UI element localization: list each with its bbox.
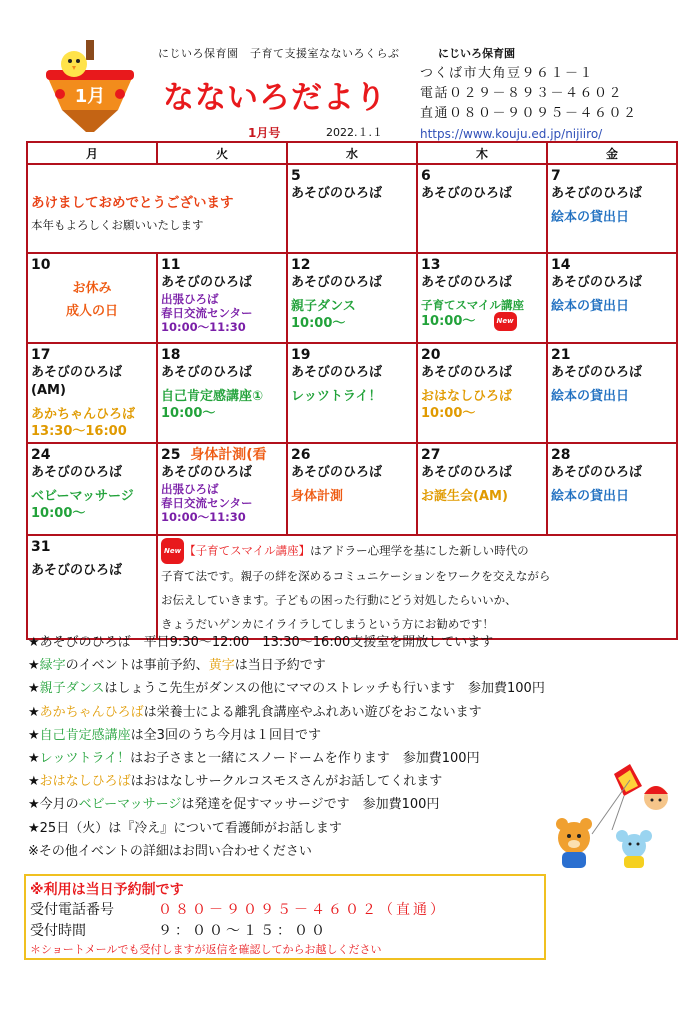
day-number: 19 [291, 347, 311, 363]
weekday-thu: 木 [417, 142, 547, 164]
day-number-row [161, 446, 283, 464]
calendar-day-7 [547, 164, 677, 253]
weekday-tue: 火 [157, 142, 287, 164]
notes-list [28, 631, 545, 863]
event-time: 10:00～ [421, 314, 476, 329]
day-label: あそびのひろば [161, 365, 253, 380]
calendar-day-12 [287, 253, 417, 343]
event-time-row [421, 312, 543, 331]
day-label: あそびのひろば [291, 365, 383, 380]
book-lending-event: 絵本の貸出日 [551, 489, 630, 504]
calendar-day-17 [27, 343, 157, 443]
event-title: 自己肯定感講座① [161, 389, 264, 404]
day-number: 5 [291, 168, 301, 184]
calendar-day-26 [287, 443, 417, 535]
star-mark: ★ [28, 774, 40, 790]
note-item: ★あそびのひろば 平日9:30～12:00 13:30～16:00支援室を開放しています [28, 635, 494, 650]
day-number: 20 [421, 347, 441, 363]
weekday-wed: 水 [287, 142, 417, 164]
note-line-1 [161, 538, 673, 564]
calendar-week-3 [27, 343, 677, 443]
event-title: あかちゃんひろば [31, 407, 136, 422]
day-number: 31 [31, 539, 51, 555]
day-number: 7 [551, 168, 561, 184]
note-line-3: お伝えしていきます。子どもの困った行動にどう対処したらいいか、 [161, 593, 517, 607]
day-label: あそびのひろば [31, 465, 123, 480]
note-highlight: あかちゃんひろば [39, 704, 144, 720]
green-text-label: 緑字 [39, 658, 66, 674]
day-number: 10 [31, 257, 51, 273]
reservation-time-row [30, 921, 540, 942]
day-number: 17 [31, 347, 51, 363]
calendar-day-20 [417, 343, 547, 443]
spinning-top-logo [44, 40, 136, 136]
day-number: 12 [291, 257, 311, 273]
calendar-week-1 [27, 164, 677, 253]
calendar-day-14 [547, 253, 677, 343]
calendar-day-24 [27, 443, 157, 535]
note-text: はお子さまと一緒にスノードームを作ります 参加費100円 [130, 751, 480, 767]
note-text: はアドラー心理学を基にした新しい時代の [310, 543, 529, 558]
weekday-mon: 月 [27, 142, 157, 164]
calendar-day-21 [547, 343, 677, 443]
note-item: ※その他イベントの詳細はお問い合わせください [28, 843, 312, 859]
reservation-box [24, 874, 546, 960]
calendar-day-25 [157, 443, 287, 535]
note-highlight: 自己肯定感講座 [39, 727, 131, 743]
day-number: 11 [161, 257, 181, 273]
event-time: 10:00～ [291, 316, 346, 331]
day-label: あそびのひろば [31, 563, 123, 578]
day-number: 18 [161, 347, 181, 363]
day-label: あそびのひろば [551, 186, 643, 201]
org-line: にじいろ保育園 子育て支援室なないろくらぶ [158, 47, 400, 60]
note-item [28, 677, 545, 700]
calendar-week-4 [27, 443, 677, 535]
outreach-event-venue: 春日交流センター [161, 496, 253, 510]
note-highlight: 【子育てスマイル講座】 [184, 543, 311, 558]
contact-url-link[interactable]: https://www.kouju.ed.jp/nijiiro/ [420, 127, 603, 141]
event-time: 10:00～ [161, 406, 216, 421]
event-time: 13:30～16:00 [31, 424, 127, 439]
day-label: あそびのひろば(AM) [31, 365, 123, 398]
calendar-day-28 [547, 443, 677, 535]
day-number: 13 [421, 257, 441, 273]
star-mark: ★ [28, 751, 40, 767]
issue-label: 1月号 [248, 126, 281, 140]
day-label: あそびのひろば [291, 275, 383, 290]
top-rim-shape [46, 70, 134, 80]
day-label: あそびのひろば [161, 275, 253, 290]
note-text: ★今月の [28, 797, 79, 813]
day-label: あそびのひろば [291, 186, 383, 201]
weekday-fri: 金 [547, 142, 677, 164]
calendar-day-31 [27, 535, 157, 639]
note-item [28, 701, 545, 724]
event-title: 親子ダンス [291, 299, 356, 314]
book-lending-event: 絵本の貸出日 [551, 299, 630, 314]
day-label: あそびのひろば [421, 465, 513, 480]
event-title: 子育てスマイル講座 [421, 298, 525, 312]
calendar-day-13 [417, 253, 547, 343]
reservation-note: ＊ショートメールでも受付しますが返信を確認してからお越しください [30, 943, 382, 956]
contact-tel: 電話０２９－８９３－４６０２ [420, 86, 624, 101]
note-item [28, 747, 545, 770]
contact-address: つくば市大角豆９６１－１ [420, 66, 595, 81]
page-title: なないろだより [163, 80, 387, 116]
yellow-text-label: 黄字 [208, 658, 235, 674]
note-text: は全3回のうち今月は１回目です [130, 727, 321, 743]
note-highlight: ベビーマッサージ [78, 797, 182, 813]
note-text: のイベントは事前予約、 [65, 658, 209, 674]
chick-icon [61, 51, 87, 77]
outreach-event-title: 出張ひろば [161, 482, 219, 496]
note-item [28, 793, 545, 816]
day-number: 26 [291, 447, 311, 463]
note-item [28, 724, 545, 747]
calendar-day-19 [287, 343, 417, 443]
day-label: あそびのひろば [551, 465, 643, 480]
plum-flower-icon [55, 89, 65, 99]
note-text: は当日予約です [234, 658, 326, 674]
new-year-greeting-cell [27, 164, 287, 253]
reception-time: ９：００～１５：００ [158, 923, 328, 939]
calendar-day-27 [417, 443, 547, 535]
note-line-2: 子育て法です。親子の絆を深めるコミュニケーションをワークを交えながら [161, 569, 551, 583]
day-number: 27 [421, 447, 441, 463]
event-title: お誕生会(AM) [421, 489, 508, 504]
day-label: あそびのひろば [161, 465, 253, 480]
outreach-event-time: 10:00～11:30 [161, 510, 246, 524]
outreach-event-venue: 春日交流センター [161, 306, 253, 320]
top-handle-shape [86, 40, 94, 60]
event-time: 10:00～ [421, 406, 476, 421]
new-badge-icon: New [161, 538, 184, 564]
day-number: 28 [551, 447, 571, 463]
phone-number: ０８０－９０９５－４６０２（直通） [158, 902, 447, 918]
day-label: あそびのひろば [551, 365, 643, 380]
star-mark: ★ [28, 704, 40, 720]
calendar-week-5 [27, 535, 677, 639]
event-title: 身体計測 [291, 489, 344, 504]
calendar-day-11 [157, 253, 287, 343]
event-title: おはなしひろば [421, 389, 513, 404]
plum-flower-icon [115, 89, 125, 99]
day-label: あそびのひろば [421, 275, 513, 290]
note-text: は発達を促すマッサージです 参加費100円 [181, 797, 440, 813]
contact-direct: 直通０８０－９０９５－４６０２ [420, 106, 638, 121]
note-item [28, 654, 545, 677]
issue-date: 2022.１.１ [326, 126, 383, 139]
new-year-greeting: あけましておめでとうございます [31, 195, 234, 211]
outreach-event-title: 出張ひろば [161, 292, 219, 306]
smile-course-note [157, 535, 677, 639]
event-title: ベビーマッサージ [31, 489, 134, 504]
star-mark: ★ [28, 681, 40, 697]
note-highlight: レッツトライ！ [39, 751, 131, 767]
contact-block [420, 64, 638, 144]
day-label: あそびのひろば [551, 275, 643, 290]
book-lending-event: 絵本の貸出日 [551, 210, 630, 225]
time-label: 受付時間 [30, 923, 86, 939]
star-mark: ★ [28, 727, 40, 743]
note-line-4: きょうだいゲンカにイライラしてしまうという方にお勧めです！ [161, 617, 494, 631]
note-item [28, 770, 545, 793]
outreach-event-time: 10:00～11:30 [161, 320, 246, 334]
note-text: はおはなしサークルコスモスさんがお話してくれます [130, 774, 443, 790]
day-number: 6 [421, 168, 431, 184]
logo-month-text: 1月 [74, 86, 106, 107]
new-year-greeting-sub: 本年もよろしくお願いいたします [31, 218, 204, 232]
phone-label: 受付電話番号 [30, 902, 114, 918]
reservation-title: ※利用は当日予約制です [30, 882, 184, 898]
event-title: レッツトライ！ [291, 389, 382, 404]
reservation-phone-row [30, 900, 540, 921]
new-badge-icon: New [494, 312, 517, 331]
calendar-day-5 [287, 164, 417, 253]
day-label: あそびのひろば [421, 186, 513, 201]
day-extra-event: 身体計測(看 [190, 447, 267, 463]
note-highlight: 親子ダンス [39, 681, 105, 697]
note-highlight: おはなしひろば [39, 774, 131, 790]
star-mark: ★ [28, 658, 40, 674]
contact-org-name: にじいろ保育園 [438, 47, 515, 60]
note-text: は栄養士による離乳食講座やふれあい遊びをおこないます [143, 704, 482, 720]
day-number: 21 [551, 347, 571, 363]
event-time: 10:00～ [31, 506, 86, 521]
weekday-header-row [27, 142, 677, 164]
day-number: 24 [31, 447, 51, 463]
note-item: ★25日（火）は『冷え』について看護師がお話します [28, 820, 342, 836]
top-tip-shape [62, 110, 118, 132]
calendar-week-2 [27, 253, 677, 343]
calendar-table [26, 141, 678, 640]
book-lending-event: 絵本の貸出日 [551, 389, 630, 404]
calendar-day-18 [157, 343, 287, 443]
holiday-label: お休み [72, 281, 112, 296]
day-label: あそびのひろば [291, 465, 383, 480]
calendar-day-6 [417, 164, 547, 253]
kite-animals-illustration [552, 760, 672, 872]
calendar-day-10 [27, 253, 157, 343]
note-text: はしょうこ先生がダンスの他にママのストレッチも行います 参加費100円 [104, 681, 545, 697]
day-number: 14 [551, 257, 571, 273]
day-label: あそびのひろば [421, 365, 513, 380]
day-number: 25 [161, 447, 181, 463]
holiday-event: 成人の日 [65, 304, 118, 319]
